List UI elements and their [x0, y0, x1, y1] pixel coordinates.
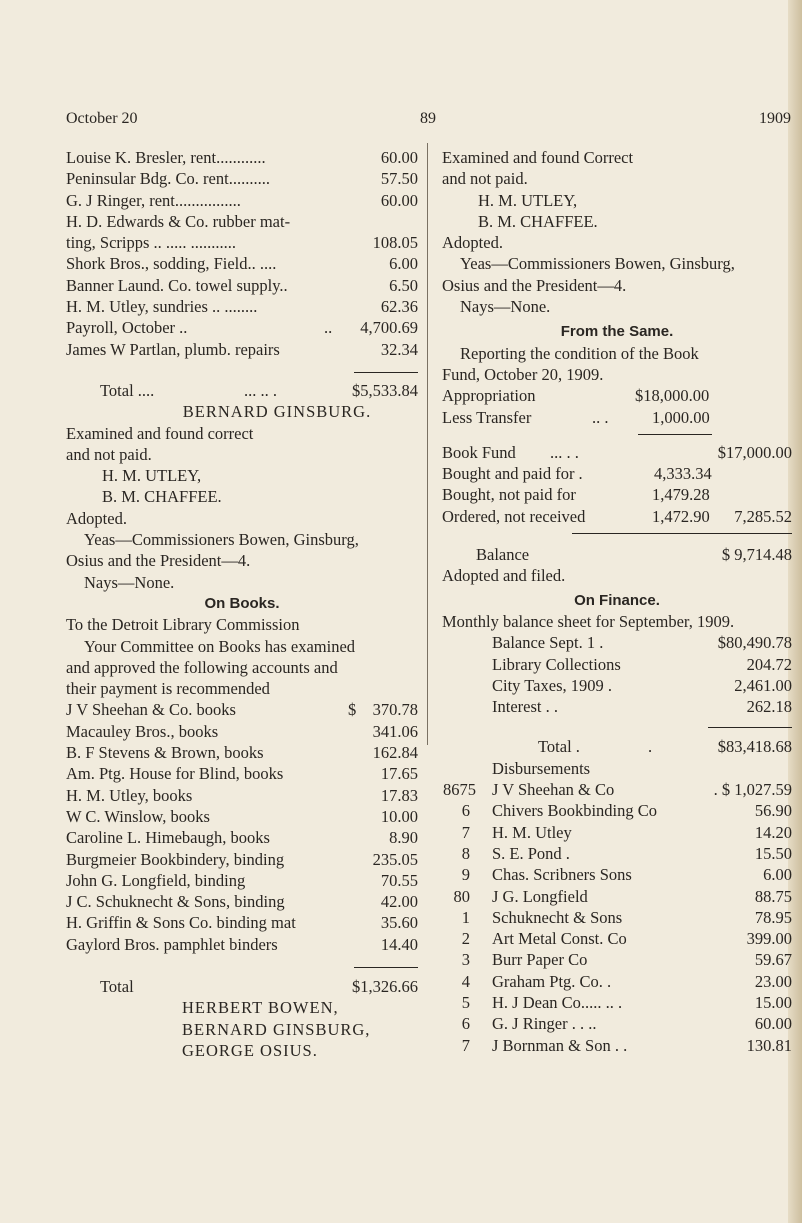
receipt-row: City Taxes, 1909 . 2,461.00	[492, 675, 792, 695]
book-row: J V Sheehan & Co. books $ 370.78	[66, 700, 418, 720]
claim-row: Louise K. Bresler, rent............ 60.00	[66, 148, 418, 167]
receipts-total-rule	[442, 727, 792, 728]
book-row: W C. Winslow, books 10.00	[66, 806, 418, 826]
receipt-row: Balance Sept. 1 . $80,490.78	[492, 633, 792, 653]
book-row: Macauley Bros., books 341.06	[66, 721, 418, 741]
committee-member: BERNARD GINSBURG,	[182, 1019, 371, 1039]
book-row: Burgmeier Bookbindery, binding 235.05	[66, 849, 418, 869]
committee-member: GEORGE OSIUS.	[182, 1040, 318, 1060]
claim-row: G. J Ringer, rent................ 60.00	[66, 190, 418, 210]
examiner: B. M. CHAFFEE.	[478, 211, 598, 231]
disbursement-row: 7 J Bornman & Son . . 130.81	[461, 1035, 792, 1055]
left-column	[66, 147, 418, 1061]
book-row: Gaylord Bros. pamphlet binders 14.40	[66, 934, 418, 954]
claim-row: ting, Scripps .. ..... ........... 108.05	[66, 233, 418, 253]
disbursement-row: 3 Burr Paper Co 59.67	[461, 950, 792, 970]
disbursement-row: 8 S. E. Pond . 15.50	[461, 843, 792, 863]
disbursement-row: 4 Graham Ptg. Co. . 23.00	[461, 971, 792, 991]
same-intro: Fund, October 20, 1909.	[442, 364, 604, 384]
same-intro: Reporting the condition of the Book	[460, 343, 699, 363]
book-row: J C. Schuknecht & Sons, binding 42.00	[66, 892, 418, 912]
yeas-line: Osius and the President—4.	[66, 551, 251, 571]
book-row: Am. Ptg. House for Blind, books 17.65	[66, 764, 418, 784]
books-intro: To the Detroit Library Commission	[66, 615, 300, 635]
book-item-row: Bought, not paid for 1,479.28	[442, 485, 710, 505]
transfer-row: Less Transfer .. . 1,000.00	[442, 407, 710, 427]
nays-line: Nays—None.	[84, 572, 175, 592]
page-number: 89	[420, 110, 436, 127]
total-row: Total .... ... .. . $5,533.84	[100, 380, 418, 400]
book-row: H. M. Utley, books 17.83	[66, 785, 418, 805]
adopted-line: Adopted.	[66, 508, 127, 528]
book-row: B. F Stevens & Brown, books 162.84	[66, 743, 418, 763]
disbursement-row: 9 Chas. Scribners Sons 6.00	[461, 865, 792, 885]
books-heading: On Books.	[204, 594, 280, 612]
books-total-row: Total $1,326.66	[100, 976, 418, 996]
column-divider	[427, 143, 428, 745]
book-row: John G. Longfield, binding 70.55	[66, 870, 418, 890]
receipt-row: Interest . . 262.18	[492, 697, 792, 717]
disbursement-row: 2 Art Metal Const. Co 399.00	[461, 929, 792, 949]
disbursement-row: 6 Chivers Bookbinding Co 56.90	[461, 801, 792, 821]
disbursements-label: Disbursements	[492, 758, 591, 778]
claim-row: H. D. Edwards & Co. rubber mat-	[66, 211, 291, 231]
adopted-line: Adopted.	[442, 233, 503, 253]
fund-rule	[442, 434, 792, 435]
signer: BERNARD GINSBURG.	[182, 402, 372, 422]
books-intro: their payment is recommended	[66, 679, 270, 699]
examined-line: Examined and found Correct	[442, 148, 634, 167]
header-date: October 20	[66, 110, 138, 127]
disbursement-row: 5 H. J Dean Co..... .. . 15.00	[461, 992, 792, 1012]
total-rule	[66, 372, 418, 373]
same-heading: From the Same.	[560, 323, 674, 341]
receipt-row: Library Collections 204.72	[492, 654, 792, 674]
balance-row: Balance $ 9,714.48	[476, 545, 792, 565]
examined-line: and not paid.	[66, 444, 152, 464]
book-item-row: Bought and paid for . 4,333.34	[442, 464, 712, 484]
appropriation-row: Appropriation $18,000.00	[442, 386, 710, 406]
nays-line: Nays—None.	[460, 297, 551, 317]
books-intro: Your Committee on Books has examined	[84, 636, 356, 656]
examined-line: Examined and found correct	[66, 423, 254, 443]
book-row: H. Griffin & Sons Co. binding mat 35.60	[66, 913, 418, 933]
adopted-filed: Adopted and filed.	[442, 566, 566, 586]
disbursement-row: 6 G. J Ringer . . .. 60.00	[461, 1014, 792, 1034]
disbursement-row: 1 Schuknecht & Sons 78.95	[461, 907, 792, 927]
committee-member: HERBERT BOWEN,	[182, 998, 339, 1018]
examiner: B. M. CHAFFEE.	[102, 487, 222, 507]
yeas-line: Osius and the President—4.	[442, 275, 627, 295]
examined-line: and not paid.	[442, 169, 528, 189]
examiner: H. M. UTLEY,	[102, 466, 202, 486]
books-total-rule	[66, 967, 418, 968]
books-intro: and approved the following accounts and	[66, 657, 338, 677]
yeas-line: Yeas—Commissioners Bowen, Ginsburg,	[460, 254, 735, 274]
claim-row: Banner Laund. Co. towel supply.. 6.50	[66, 275, 418, 295]
finance-intro: Monthly balance sheet for September, 1909.	[442, 611, 735, 631]
header-year: 1909	[759, 110, 791, 127]
receipts-total-row: Total . . $83,418.68	[538, 737, 792, 757]
claim-row: Payroll, October .. .. 4,700.69	[66, 318, 418, 338]
examiner: H. M. UTLEY,	[478, 190, 578, 210]
disbursement-row: 7 H. M. Utley 14.20	[461, 822, 792, 842]
claim-row: H. M. Utley, sundries .. ........ 62.36	[66, 297, 418, 317]
balance-rule	[442, 533, 792, 534]
book-fund-row: Book Fund ... . . $17,000.00	[442, 442, 792, 462]
finance-heading: On Finance.	[574, 591, 660, 609]
book-row: Caroline L. Himebaugh, books 8.90	[66, 828, 418, 848]
page-header	[66, 110, 791, 132]
yeas-line: Yeas—Commissioners Bowen, Ginsburg,	[84, 530, 359, 550]
right-column	[442, 147, 792, 1056]
claim-row: James W Partlan, plumb. repairs 32.34	[66, 339, 418, 359]
claim-row: Shork Bros., sodding, Field.. .... 6.00	[66, 254, 418, 274]
book-item-row: Ordered, not received 1,472.90 7,285.52	[442, 506, 792, 526]
claim-row: Peninsular Bdg. Co. rent.......... 57.50	[66, 169, 418, 189]
disbursement-row: 8675 J V Sheehan & Co . $ 1,027.59	[443, 780, 792, 800]
disbursement-row: 80 J G. Longfield 88.75	[453, 886, 792, 906]
